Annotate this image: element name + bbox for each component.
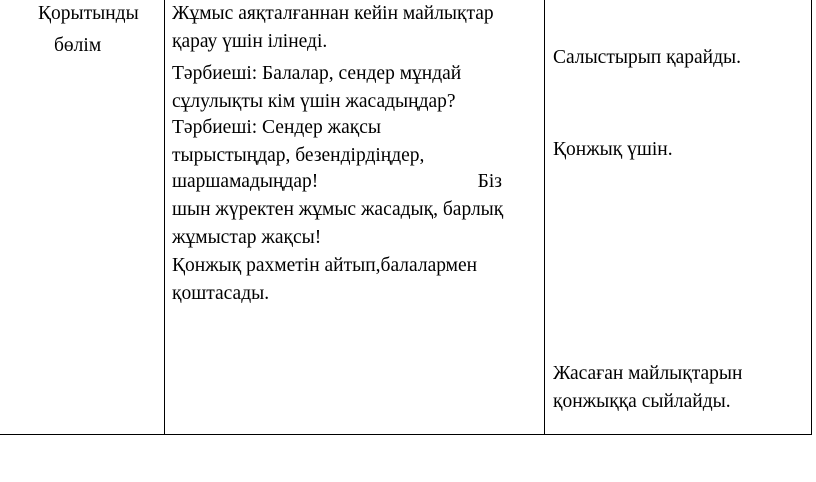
children-activity-cell (545, 0, 812, 435)
teacher-text-line-7-end: Біз (477, 171, 502, 192)
stage-label-line-2: бөлім (54, 35, 102, 56)
teacher-text-line-3: Тәрбиеші: Балалар, сендер мұндай (172, 63, 462, 84)
teacher-text-line-1: Жұмыс аяқталғаннан кейін майлықтар (172, 3, 494, 24)
teacher-text-line-2: қарау үшін ілінеді. (172, 31, 328, 52)
teacher-text-line-7-start: шаршамадыңдар! (172, 171, 319, 192)
teacher-text-line-4: сұлулықты кім үшін жасадыңдар? (172, 91, 456, 112)
stage-label-line-1: Қорытынды (38, 3, 139, 24)
children-text-gift-line-1: Жасаған майлықтарын (553, 363, 743, 384)
teacher-text-line-8: шын жүректен жұмыс жасадық, барлық (172, 199, 504, 220)
children-text-compare: Салыстырып қарайды. (553, 47, 741, 68)
stage-cell (0, 0, 165, 435)
teacher-text-line-5: Тәрбиеші: Сендер жақсы (172, 117, 381, 138)
teacher-activity-cell (165, 0, 545, 435)
children-text-gift-line-2: қонжыққа сыйлайды. (553, 391, 731, 412)
teacher-text-line-10: Қонжық рахметін айтып,балалармен (172, 255, 478, 276)
teacher-text-line-9: жұмыстар жақсы! (172, 227, 322, 248)
teacher-text-line-11: қоштасады. (172, 283, 270, 304)
teacher-text-line-6: тырыстыңдар, безендірдіңдер, (172, 145, 425, 166)
children-text-for-bear: Қонжық үшін. (553, 139, 673, 160)
